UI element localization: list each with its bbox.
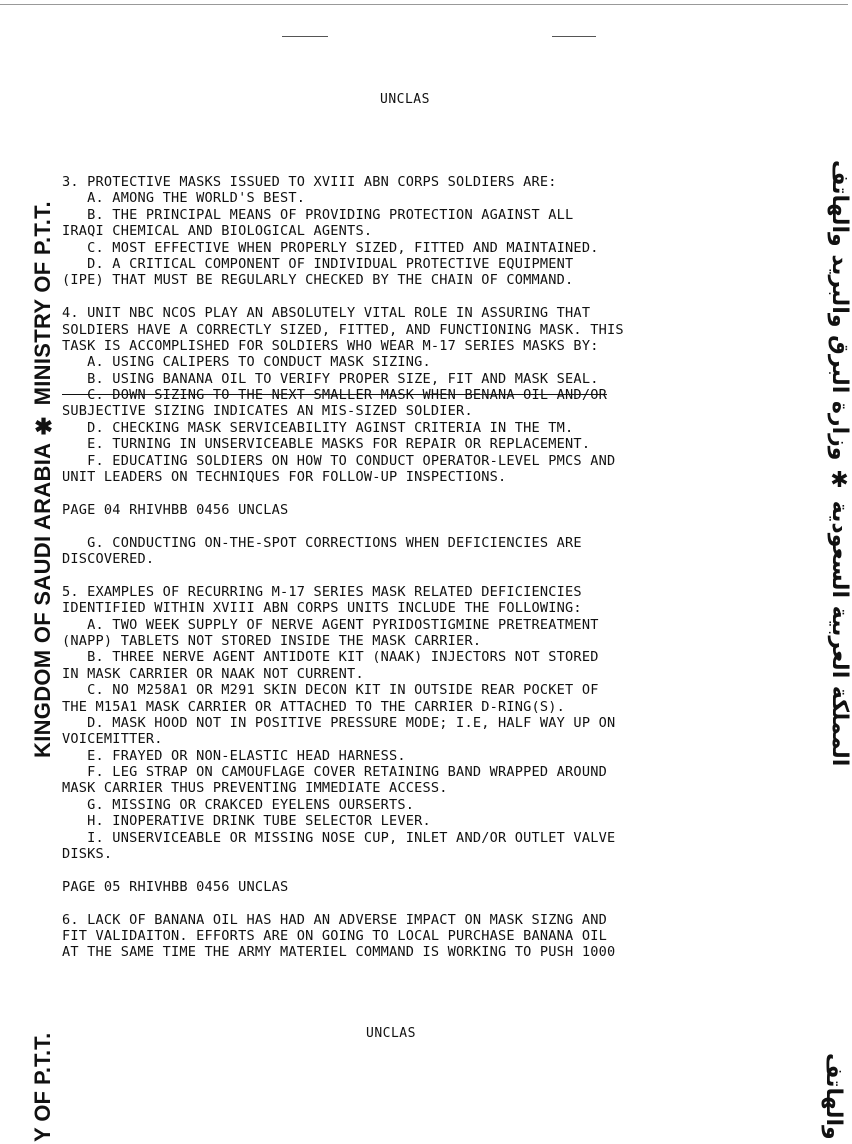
text-line: TASK IS ACCOMPLISHED FOR SOLDIERS WHO WEAR M-17 SERIES MASKS BY: [62,337,599,354]
text-line: G. CONDUCTING ON-THE-SPOT CORRECTIONS WHEN DEFICIENCIES ARE [62,534,582,551]
blank-line [62,289,742,305]
blank-line [62,485,742,501]
text-line: AT THE SAME TIME THE ARMY MATERIEL COMMAND IS WORKING TO PUSH 1000 [62,944,616,961]
text-line: PAGE 05 RHIVHBB 0456 UNCLAS [62,878,289,895]
blank-line [62,862,742,878]
text-line: B. THE PRINCIPAL MEANS OF PROVIDING PROTECTION AGAINST ALL [62,206,574,223]
text-line: MASK CARRIER THUS PREVENTING IMMEDIATE ACCESS. [62,780,448,797]
text-line: FIT VALIDAITON. EFFORTS ARE ON GOING TO LOCAL PURCHASE BANANA OIL [62,927,607,944]
text-line: F. EDUCATING SOLDIERS ON HOW TO CONDUCT OPERATOR-LEVEL PMCS AND [62,452,616,469]
text-line: A. AMONG THE WORLD'S BEST. [62,190,306,207]
text-line: VOICEMITTER. [62,731,163,748]
text-line: E. TURNING IN UNSERVICEABLE MASKS FOR REPAIR OR REPLACEMENT. [62,436,591,453]
text-line: 3. PROTECTIVE MASKS ISSUED TO XVIII ABN CORPS SOLDIERS ARE: [62,174,557,190]
text-line: 4. UNIT NBC NCOS PLAY AN ABSOLUTELY VITAL ROLE IN ASSURING THAT [62,305,591,322]
text-line: G. MISSING OR CRAKCED EYELENS OURSERTS. [62,796,415,813]
text-line: DISKS. [62,846,113,863]
right-arabic-stamp-bottom: والهاتف [821,1053,846,1140]
page-top-edge [0,4,848,5]
text-line: IDENTIFIED WITHIN XVIII ABN CORPS UNITS INCLUDE THE FOLLOWING: [62,600,582,617]
text-line: IN MASK CARRIER OR NAAK NOT CURRENT. [62,665,364,682]
text-line: F. LEG STRAP ON CAMOUFLAGE COVER RETAINING BAND WRAPPED AROUND [62,764,607,781]
text-line: 5. EXAMPLES OF RECURRING M-17 SERIES MASK RELATED DEFICIENCIES [62,583,582,600]
left-ministry-stamp-bottom: Y OF P.T.T. [30,1032,55,1142]
text-line: H. INOPERATIVE DRINK TUBE SELECTOR LEVER. [62,813,431,830]
text-line: E. FRAYED OR NON-ELASTIC HEAD HARNESS. [62,747,406,764]
text-line: (NAPP) TABLETS NOT STORED INSIDE THE MASK CARRIER. [62,632,482,649]
scan-mark [282,36,328,37]
text-line: D. CHECKING MASK SERVICEABILITY AGINST CRITERIA IN THE TM. [62,419,574,436]
blank-line [62,518,742,534]
text-line: C. DOWN SIZING TO THE NEXT SMALLER MASK WHEN BENANA OIL AND/OR [62,387,607,404]
text-line: SUBJECTIVE SIZING INDICATES AN MIS-SIZED SOLDIER. [62,403,473,420]
text-line: D. A CRITICAL COMPONENT OF INDIVIDUAL PROTECTIVE EQUIPMENT [62,255,574,272]
text-line: IRAQI CHEMICAL AND BIOLOGICAL AGENTS. [62,223,373,240]
text-line: C. MOST EFFECTIVE WHEN PROPERLY SIZED, FITTED AND MAINTAINED. [62,239,599,256]
text-line: SOLDIERS HAVE A CORRECTLY SIZED, FITTED, AND FUNCTIONING MASK. THIS [62,321,624,338]
text-line: B. USING BANANA OIL TO VERIFY PROPER SIZE, FIT AND MASK SEAL. [62,370,599,387]
text-line: THE M15A1 MASK CARRIER OR ATTACHED TO THE CARRIER D-RING(S). [62,698,566,715]
text-line: D. MASK HOOD NOT IN POSITIVE PRESSURE MODE; I.E, HALF WAY UP ON [62,714,616,731]
right-arabic-stamp: المملكة العربية السعودية ✱ وزارة البرق والبريد والهاتف [827,159,852,766]
blank-line [62,895,742,911]
blank-line [62,567,742,583]
classification-header: UNCLAS [380,92,430,107]
text-line: PAGE 04 RHIVHBB 0456 UNCLAS [62,501,289,518]
text-line: B. THREE NERVE AGENT ANTIDOTE KIT (NAAK) INJECTORS NOT STORED [62,649,599,666]
text-line: (IPE) THAT MUST BE REGULARLY CHECKED BY THE CHAIN OF COMMAND. [62,272,574,289]
text-line: DISCOVERED. [62,550,155,567]
text-line: I. UNSERVICEABLE OR MISSING NOSE CUP, INLET AND/OR OUTLET VALVE [62,829,616,846]
text-line: A. TWO WEEK SUPPLY OF NERVE AGENT PYRIDOSTIGMINE PRETREATMENT [62,616,599,633]
text-line: C. NO M258A1 OR M291 SKIN DECON KIT IN OUTSIDE REAR POCKET OF [62,682,599,699]
left-ministry-stamp: KINGDOM OF SAUDI ARABIA ✱ MINISTRY OF P.T.T. [30,201,55,758]
text-line: UNIT LEADERS ON TECHNIQUES FOR FOLLOW-UP INSPECTIONS. [62,469,507,486]
message-body [62,174,742,961]
text-line: 6. LACK OF BANANA OIL HAS HAD AN ADVERSE IMPACT ON MASK SIZNG AND [62,911,607,928]
text-line: A. USING CALIPERS TO CONDUCT MASK SIZING. [62,354,431,371]
classification-footer: UNCLAS [366,1026,416,1041]
scan-mark [552,36,596,37]
